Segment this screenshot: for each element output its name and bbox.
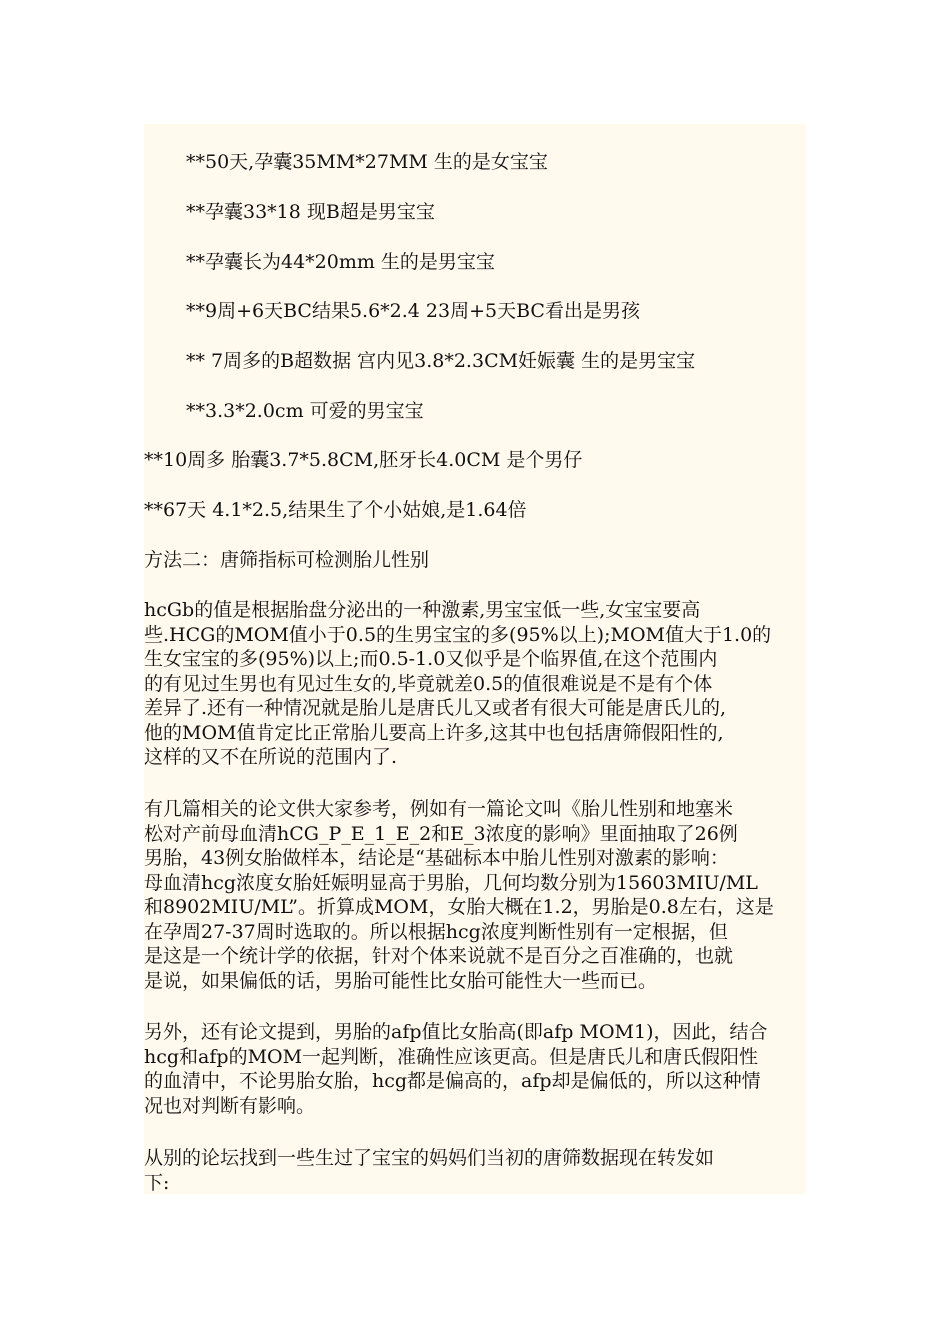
- paragraph-line: 的有见过生男也有见过生女的,毕竟就差0.5的值很难说是不是有个体: [144, 672, 713, 695]
- sample-line: **67天 4.1*2.5,结果生了个小姑娘,是1.64倍: [144, 499, 527, 521]
- sample-line: **3.3*2.0cm 可爱的男宝宝: [186, 400, 424, 422]
- paragraph-line: 些.HCG的MOM值小于0.5的生男宝宝的多(95%以上);MOM值大于1.0的: [144, 623, 772, 646]
- method-heading: 方法二：唐筛指标可检测胎儿性别: [144, 549, 430, 571]
- paragraph-line: 和8902MIU/ML”。折算成MOM，女胎大概在1.2，男胎是0.8左右，这是: [144, 896, 774, 918]
- paragraph-line: 况也对判断有影响。: [144, 1094, 316, 1117]
- paragraph-line: 在孕周27-37周时选取的。所以根据hcg浓度判断性别有一定根据，但: [144, 920, 728, 943]
- paragraph-line: 下:: [144, 1171, 170, 1194]
- paragraph-line: 男胎，43例女胎做样本，结论是“基础标本中胎儿性别对激素的影响：: [144, 847, 729, 869]
- paragraph-line: 这样的又不在所说的范围内了.: [144, 746, 398, 768]
- paragraph-line: 差异了.还有一种情况就是胎儿是唐氏儿又或者有很大可能是唐氏儿的,: [144, 697, 727, 719]
- paragraph-line: hcGb的值是根据胎盘分泌出的一种激素,男宝宝低一些,女宝宝要高: [144, 599, 701, 621]
- paragraph-line: 他的MOM值肯定比正常胎儿要高上许多,这其中也包括唐筛假阳性的,: [144, 721, 724, 744]
- paragraph-line: 从别的论坛找到一些生过了宝宝的妈妈们当初的唐筛数据现在转发如: [144, 1147, 715, 1169]
- paragraph-line: 是说，如果偏低的话，男胎可能性比女胎可能性大一些而已。: [144, 969, 658, 992]
- paragraph-papers: [144, 797, 806, 993]
- paragraph-line: 松对产前母血清hCG_P_E_1_E_2和E_3浓度的影响》里面抽取了26例: [144, 822, 738, 845]
- paragraph-line: 是这是一个统计学的依据，针对个体来说就不是百分之百准确的，也就: [144, 945, 734, 967]
- sample-line: **50天,孕囊35MM*27MM 生的是女宝宝: [186, 151, 548, 173]
- paragraph-afp: [144, 1020, 806, 1118]
- paragraph-line: 生女宝宝的多(95%)以上;而0.5-1.0又似乎是个临界值,在这个范围内: [144, 648, 718, 670]
- paragraph-line: hcg和afp的MOM一起判断，准确性应该更高。但是唐氏儿和唐氏假阳性: [144, 1045, 759, 1068]
- paragraph-line: 有几篇相关的论文供大家参考，例如有一篇论文叫《胎儿性别和地塞米: [144, 798, 734, 820]
- paragraph-forum: [144, 1146, 806, 1195]
- paragraph-hcg: [144, 598, 806, 770]
- paragraph-line: 另外，还有论文提到，男胎的afp值比女胎高(即afp MOM1)，因此，结合: [144, 1021, 768, 1043]
- paragraph-line: 的血清中，不论男胎女胎，hcg都是偏高的，afp却是偏低的，所以这种情: [144, 1070, 761, 1092]
- paragraph-line: 母血清hcg浓度女胎妊娠明显高于男胎，几何均数分别为15603MIU/ML: [144, 871, 758, 894]
- sample-line: ** 7周多的B超数据 宫内见3.8*2.3CM妊娠囊 生的是男宝宝: [186, 350, 696, 372]
- sample-line: **9周+6天BC结果5.6*2.4 23周+5天BC看出是男孩: [186, 300, 640, 322]
- sample-line: **10周多 胎囊3.7*5.8CM,胚牙长4.0CM 是个男仔: [144, 449, 583, 471]
- sample-line: **孕囊长为44*20mm 生的是男宝宝: [186, 251, 495, 273]
- sample-line: **孕囊33*18 现B超是男宝宝: [186, 201, 435, 223]
